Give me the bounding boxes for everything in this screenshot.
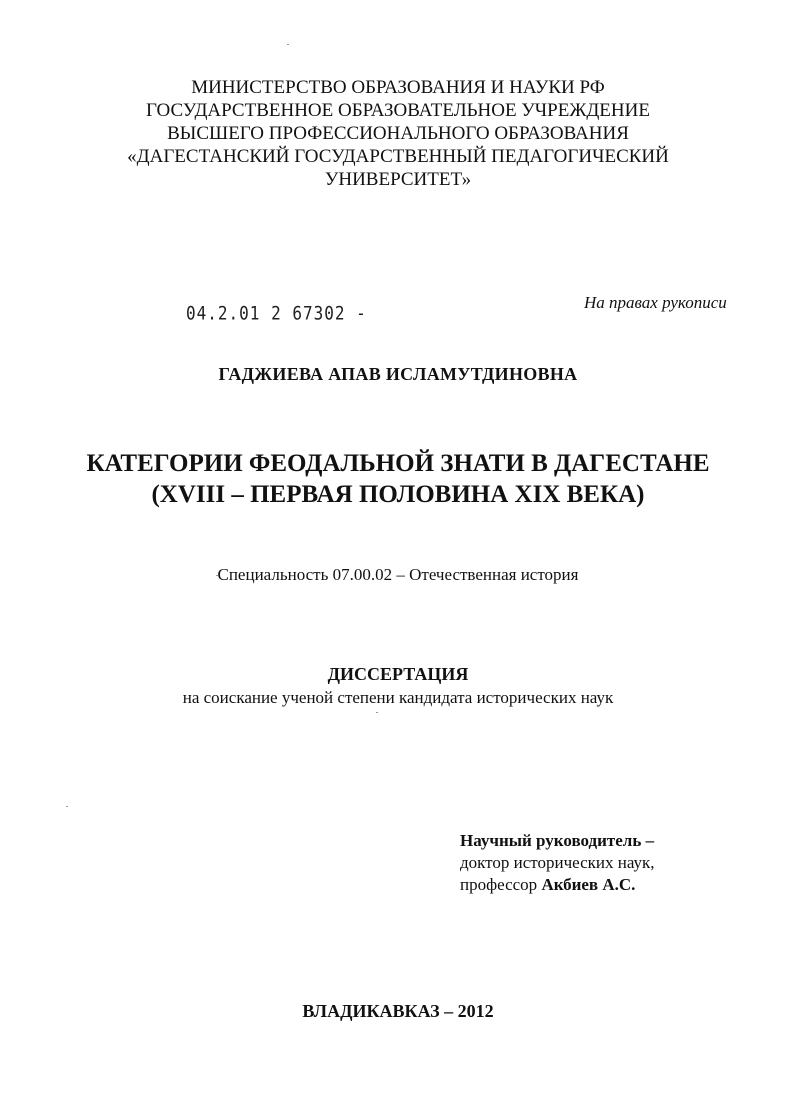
dissertation-title	[0, 448, 796, 510]
registration-code: 04.2.01 2 67302 -	[186, 302, 367, 324]
supervisor-role: Научный руководитель –	[460, 831, 655, 850]
header-line: МИНИСТЕРСТВО ОБРАЗОВАНИЯ И НАУКИ РФ	[191, 77, 605, 98]
title-line-2: (XVIII – ПЕРВАЯ ПОЛОВИНА XIX ВЕКА)	[151, 481, 645, 508]
dissertation-heading: ДИССЕРТАЦИЯ	[327, 664, 469, 684]
rights-note: На правах рукописи	[584, 293, 727, 312]
ministry-header	[0, 76, 796, 191]
scan-speck	[376, 712, 378, 713]
author-name: ГАДЖИЕВА АПАВ ИСЛАМУТДИНОВНА	[218, 364, 578, 384]
supervisor-degree: доктор исторических наук,	[460, 853, 655, 872]
header-line: ВЫСШЕГО ПРОФЕССИОНАЛЬНОГО ОБРАЗОВАНИЯ	[167, 123, 629, 144]
supervisor-block	[460, 830, 655, 896]
scan-speck	[66, 806, 68, 807]
supervisor-name-line	[460, 874, 655, 896]
city-year: ВЛАДИКАВКАЗ – 2012	[302, 1001, 494, 1021]
header-line: «ДАГЕСТАНСКИЙ ГОСУДАРСТВЕННЫЙ ПЕДАГОГИЧЕСКИЙ	[127, 146, 669, 167]
title-line-1: КАТЕГОРИИ ФЕОДАЛЬНОЙ ЗНАТИ В ДАГЕСТАНЕ	[86, 450, 710, 477]
header-line: ГОСУДАРСТВЕННОЕ ОБРАЗОВАТЕЛЬНОЕ УЧРЕЖДЕНИЕ	[146, 100, 650, 121]
degree-line: на соискание ученой степени кандидата исторических наук	[182, 688, 614, 707]
header-line: УНИВЕРСИТЕТ»	[324, 169, 472, 190]
supervisor-name: Акбиев А.С.	[541, 875, 636, 894]
specialty-line: Специальность 07.00.02 – Отечественная история	[217, 565, 579, 584]
scan-speck	[287, 44, 289, 45]
supervisor-title: профессор	[460, 875, 538, 894]
